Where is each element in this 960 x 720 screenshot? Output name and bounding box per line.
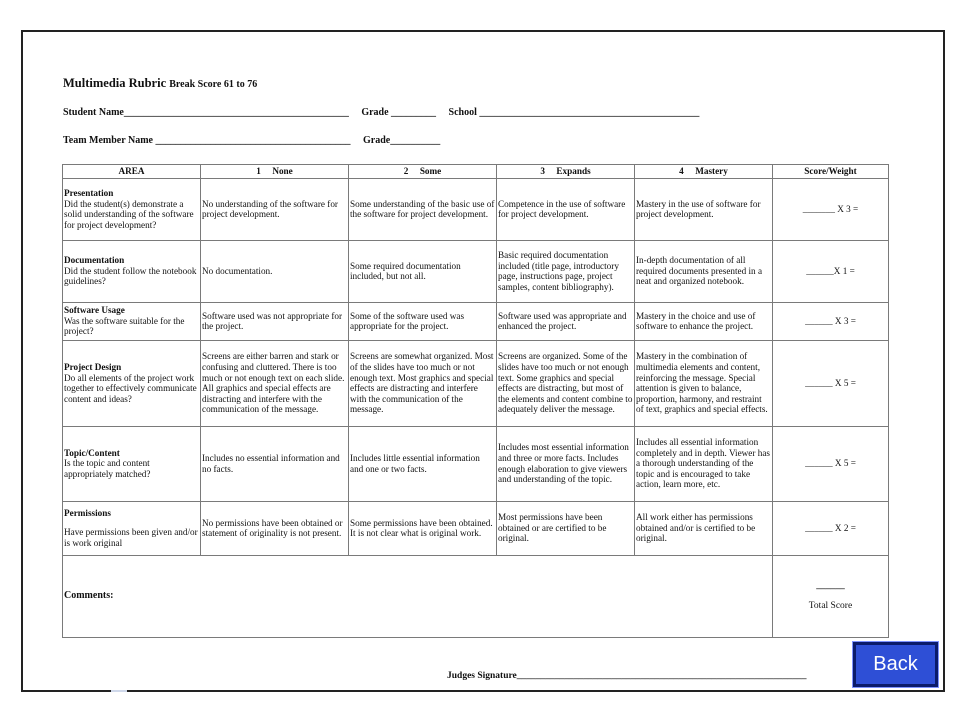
level-cell: No understanding of the software for project development. bbox=[201, 178, 349, 240]
level-cell: Most permissions have been obtained or are certified to be original. bbox=[497, 501, 635, 555]
column-header: 3 Expands bbox=[497, 165, 635, 179]
table-row bbox=[63, 240, 889, 302]
level-cell: Screens are either barren and stark or confusing and cluttered. There is too much or not enough text on each slide. All graphics and special effects are distracting and interfere with the communication of the message. bbox=[201, 340, 349, 426]
score-cell: _______ X 3 = bbox=[773, 178, 889, 240]
rubric-table bbox=[62, 164, 889, 638]
column-header: 1 None bbox=[201, 165, 349, 179]
area-question: Have permissions been given and/or is work original bbox=[64, 527, 198, 548]
comments-row bbox=[63, 555, 889, 637]
level-cell: Screens are somewhat organized. Most of the slides have too much or not enough text. Most graphics and special effects are distracting and interfere with the communication of the message. bbox=[349, 340, 497, 426]
area-question: Is the topic and content appropriately matched? bbox=[64, 458, 151, 479]
area-cell bbox=[63, 302, 201, 340]
area-cell bbox=[63, 240, 201, 302]
score-cell: ______ X 5 = bbox=[773, 426, 889, 501]
table-header-row bbox=[63, 165, 889, 179]
level-cell: Mastery in the choice and use of software to enhance the project. bbox=[635, 302, 773, 340]
table-row bbox=[63, 426, 889, 501]
judges-signature-line: Judges Signature_____________________________________________________________ bbox=[447, 671, 807, 681]
rubric-subtitle: Break Score 61 to 76 bbox=[169, 79, 258, 90]
column-header: 4 Mastery bbox=[635, 165, 773, 179]
column-header: AREA bbox=[63, 165, 201, 179]
area-question: Was the software suitable for the project? bbox=[64, 315, 185, 337]
total-score-line: ______ bbox=[816, 580, 845, 591]
area-question: Did the student follow the notebook guidelines? bbox=[64, 265, 197, 287]
table-row bbox=[63, 178, 889, 240]
level-cell: Some of the software used was appropriate for the project. bbox=[349, 302, 497, 340]
score-cell: ______ X 3 = bbox=[773, 302, 889, 340]
level-cell: Includes all essential information completely and in depth. Viewer has a thorough understanding of the topic and is encouraged to take action, learn more, etc. bbox=[635, 426, 773, 501]
area-title: Presentation bbox=[64, 187, 114, 198]
level-cell: Some permissions have been obtained. It is not clear what is original work. bbox=[349, 501, 497, 555]
area-cell bbox=[63, 501, 201, 555]
table-row bbox=[63, 302, 889, 340]
level-cell: Software used was appropriate and enhanced the project. bbox=[497, 302, 635, 340]
score-cell: ______ X 2 = bbox=[773, 501, 889, 555]
area-question: Did the student(s) demonstrate a solid understanding of the software for project development? bbox=[64, 198, 194, 230]
area-title: Permissions bbox=[64, 507, 111, 518]
level-cell: Basic required documentation included (title page, introductory page, instructions page, project samples, content bibliography). bbox=[497, 240, 635, 302]
level-cell: Includes little essential information and one or two facts. bbox=[349, 426, 497, 501]
table-row bbox=[63, 501, 889, 555]
area-question: Do all elements of the project work together to effectively communicate content and ideas? bbox=[64, 372, 197, 404]
student-info-line: Student Name_____________________________________________ Grade _________ School ____________________________________________ bbox=[63, 107, 700, 118]
level-cell: Includes most essential information and three or more facts. Includes enough elaboration to give viewers and understanding of the topic. bbox=[497, 426, 635, 501]
level-cell: No permissions have been obtained or statement of originality is not present. bbox=[201, 501, 349, 555]
level-cell: Mastery in the use of software for project development. bbox=[635, 178, 773, 240]
score-cell: ______ X 5 = bbox=[773, 340, 889, 426]
area-cell bbox=[63, 178, 201, 240]
team-info-line: Team Member Name _______________________________________ Grade__________ bbox=[63, 135, 441, 146]
total-score-label: Total Score bbox=[808, 601, 853, 612]
page-title bbox=[63, 76, 257, 91]
column-header: Score/Weight bbox=[773, 165, 889, 179]
area-title: Project Design bbox=[64, 361, 122, 372]
level-cell: Competence in the use of software for project development. bbox=[497, 178, 635, 240]
level-cell: Some understanding of the basic use of the software for project development. bbox=[349, 178, 497, 240]
level-cell: Screens are organized. Some of the slides have too much or not enough text. Some graphics and special effects are distracting, but most of the elements and content combine to adequately deliver the message. bbox=[497, 340, 635, 426]
area-title: Topic/Content bbox=[64, 447, 120, 458]
rubric-title: Multimedia Rubric bbox=[63, 76, 167, 90]
area-cell bbox=[63, 426, 201, 501]
level-cell: In-depth documentation of all required documents presented in a neat and organized notebook. bbox=[635, 240, 773, 302]
back-button[interactable]: Back bbox=[853, 642, 938, 687]
column-header: 2 Some bbox=[349, 165, 497, 179]
comments-label: Comments: bbox=[64, 589, 114, 601]
level-cell: No documentation. bbox=[201, 240, 349, 302]
total-score-cell bbox=[773, 555, 889, 637]
level-cell: Software used was not appropriate for the project. bbox=[201, 302, 349, 340]
level-cell: Some required documentation included, but not all. bbox=[349, 240, 497, 302]
area-title: Software Usage bbox=[64, 305, 125, 316]
area-cell bbox=[63, 340, 201, 426]
level-cell: Includes no essential information and no facts. bbox=[201, 426, 349, 501]
comments-cell bbox=[63, 555, 773, 637]
level-cell: All work either has permissions obtained and/or is certified to be original. bbox=[635, 501, 773, 555]
score-cell: ______X 1 = bbox=[773, 240, 889, 302]
scan-artifact bbox=[111, 690, 127, 692]
table-row bbox=[63, 340, 889, 426]
level-cell: Mastery in the combination of multimedia elements and content, reinforcing the message. Special attention is given to balance, proportion, harmony, and restraint of text, graphics and special effects. bbox=[635, 340, 773, 426]
area-title: Documentation bbox=[64, 255, 125, 266]
